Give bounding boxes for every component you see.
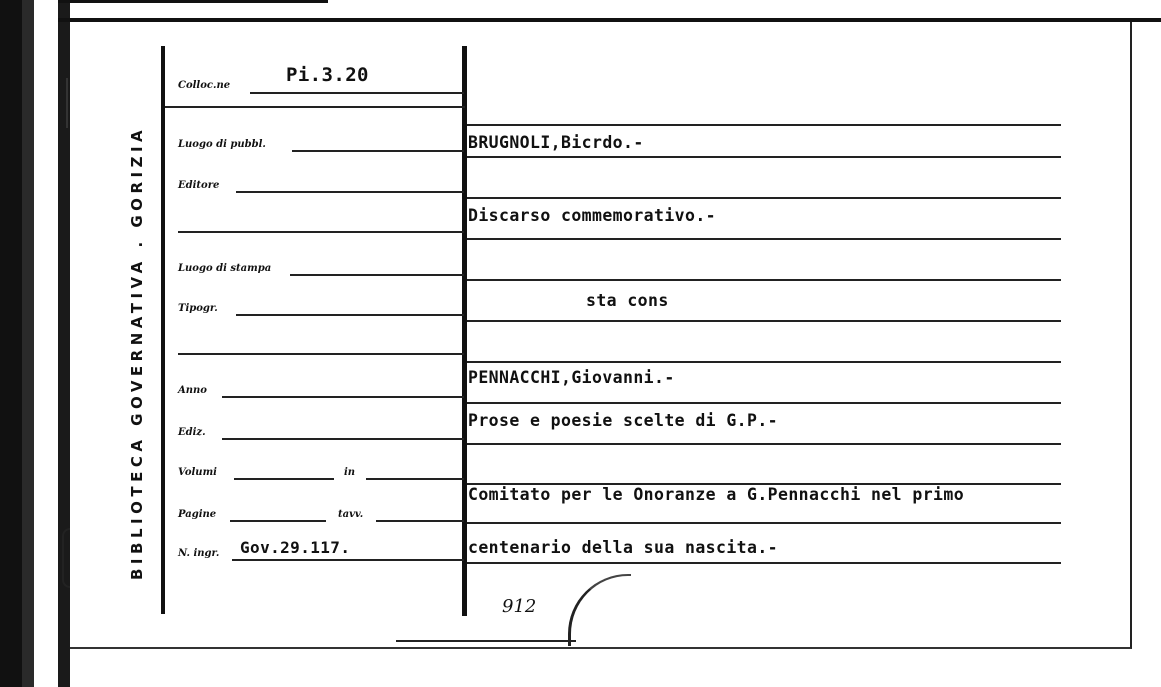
second-author-entry: PENNACCHI,Giovanni.- [468, 368, 675, 387]
scan-edge-dark [0, 0, 22, 687]
in-label: in [344, 467, 356, 478]
right-rule-1 [467, 124, 1061, 126]
center-vertical-rule [462, 46, 467, 616]
n-ingr-label: N. ingr. [178, 548, 220, 559]
right-rule-5 [467, 279, 1061, 281]
right-rule-7 [467, 361, 1061, 363]
right-rule-9 [467, 443, 1061, 445]
author-entry: BRUGNOLI,Bicrdo.- [468, 133, 644, 152]
ediz-label: Ediz. [178, 427, 206, 438]
title-entry: Discarso commemorativo.- [468, 206, 717, 225]
header-rule [165, 106, 465, 108]
tavv-label: tavv. [338, 509, 364, 520]
left-vertical-rule [161, 46, 165, 614]
contained-note: sta cons [586, 291, 669, 310]
scan-edge-shadow [22, 0, 34, 687]
n-ingr-value: Gov.29.117. [240, 538, 351, 557]
in-line [366, 478, 464, 480]
collocazione-value: Pi.3.20 [286, 64, 369, 86]
luogo-stampa-label: Luogo di stampa [178, 263, 272, 274]
handwritten-number: 912 [502, 596, 537, 617]
right-rule-2 [467, 156, 1061, 158]
collocazione-label: Colloc.ne [178, 80, 231, 91]
luogo-pubbl-label: Luogo di pubbl. [178, 139, 266, 150]
volumi-line [234, 478, 334, 480]
anno-label: Anno [178, 385, 207, 396]
card-bottom-dash [396, 640, 576, 642]
ediz-line [222, 438, 464, 440]
editore-line [236, 191, 464, 193]
blank-line-2 [178, 353, 464, 355]
publisher-entry-line2: centenario della sua nascita.- [468, 538, 779, 557]
publisher-entry-line1: Comitato per le Onoranze a G.Pennacchi nel primo [468, 485, 965, 504]
luogo-stampa-line [290, 274, 464, 276]
volumi-label: Volumi [178, 467, 217, 478]
pagine-label: Pagine [178, 509, 217, 520]
tavv-line [376, 520, 464, 522]
right-rule-3 [467, 197, 1061, 199]
tipogr-line [236, 314, 464, 316]
right-rule-8 [467, 402, 1061, 404]
luogo-pubbl-line [292, 150, 464, 152]
right-rule-11 [467, 522, 1061, 524]
pagine-line [230, 520, 326, 522]
blank-line-1 [178, 231, 464, 233]
tipogr-label: Tipogr. [178, 303, 218, 314]
collocazione-line [250, 92, 464, 94]
library-stamp: BIBLIOTECA GOVERNATIVA . GORIZIA [128, 125, 146, 580]
right-rule-12 [467, 562, 1061, 564]
scan-edge-gap [34, 0, 58, 687]
editore-label: Editore [178, 180, 220, 191]
anno-line [222, 396, 464, 398]
n-ingr-line [232, 559, 464, 561]
right-rule-4 [467, 238, 1061, 240]
second-title-entry: Prose e poesie scelte di G.P.- [468, 411, 779, 430]
card-top-shadow [58, 0, 328, 3]
right-rule-6 [467, 320, 1061, 322]
